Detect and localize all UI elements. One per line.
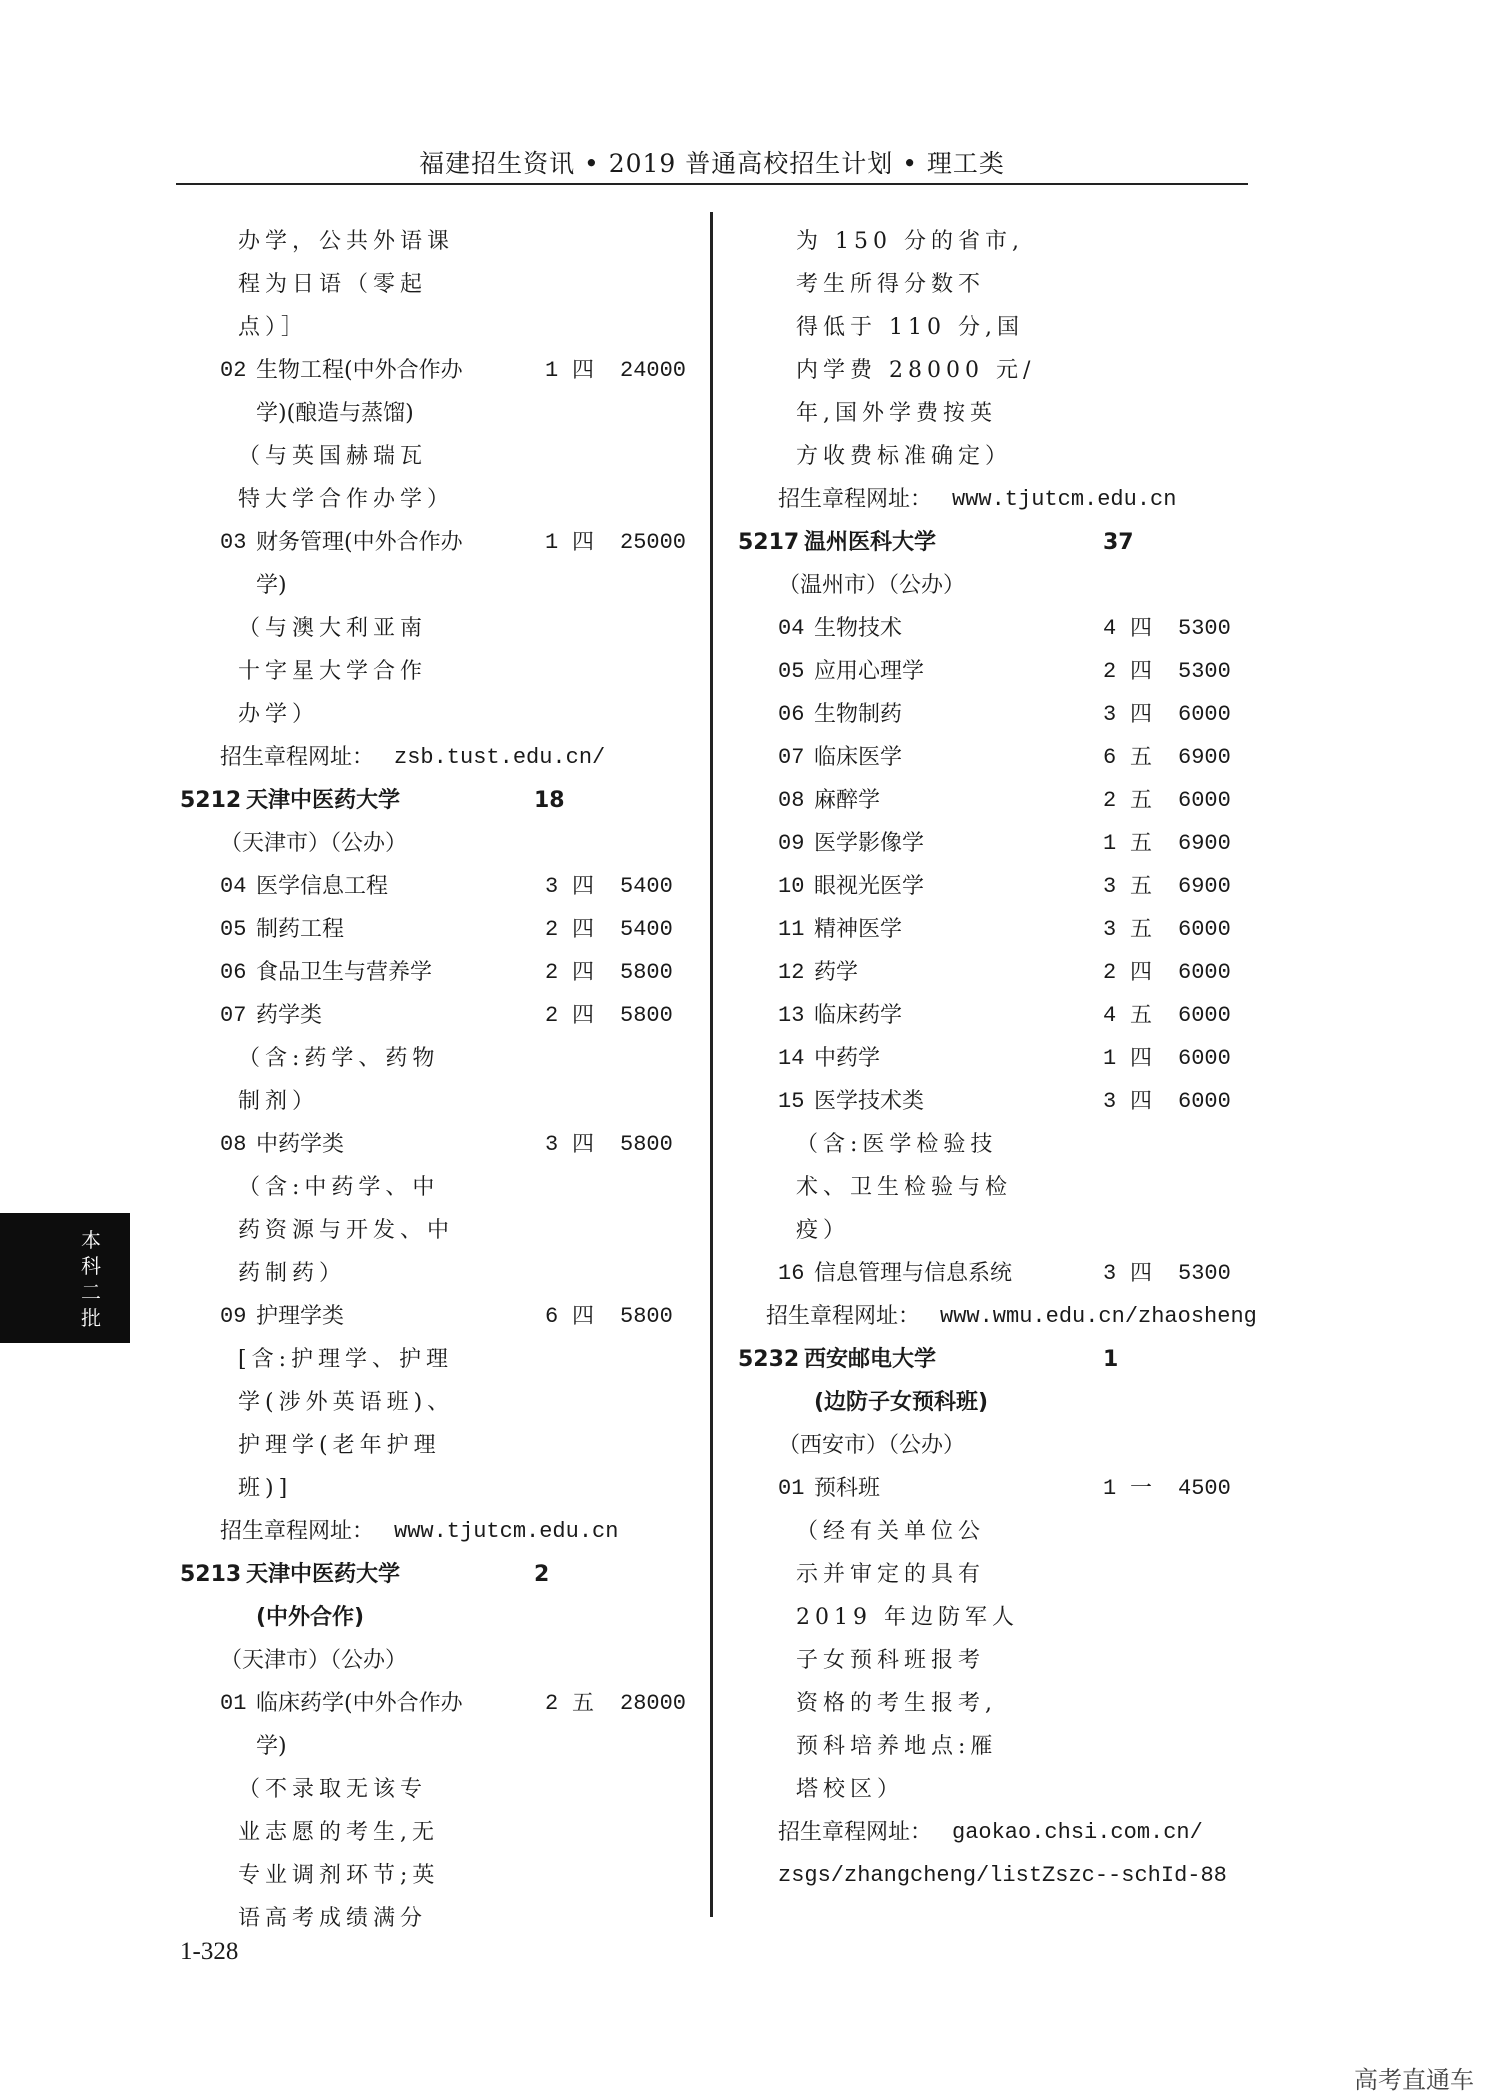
major-row (738, 607, 1258, 650)
major-code: 12 (778, 960, 805, 985)
major-name: 精神医学 (814, 917, 903, 942)
major-row (738, 779, 1258, 822)
note-line (738, 1510, 1258, 1553)
tuition-fee: 5800 (620, 960, 673, 985)
note-text: 药资源与开发、中 (238, 1218, 455, 1243)
major-name: 信息管理与信息系统 (814, 1261, 1013, 1286)
major-name: 生物制药 (814, 702, 903, 727)
note-line (738, 1596, 1258, 1639)
tuition-fee: 5400 (620, 917, 673, 942)
major-code: 08 (778, 788, 805, 813)
right-column (738, 220, 1258, 1897)
study-years: 四 (1130, 616, 1153, 641)
note-line (180, 1252, 690, 1295)
note-text: （经有关单位公 (796, 1519, 986, 1544)
school-code: 5232 (738, 1347, 800, 1372)
major-name: 临床药学 (814, 1003, 903, 1028)
note-text: 药制药） (238, 1261, 347, 1286)
tuition-fee: 5300 (1178, 616, 1231, 641)
note-line (738, 435, 1258, 478)
tuition-fee: 4500 (1178, 1476, 1231, 1501)
note-line (738, 306, 1258, 349)
major-name: 应用心理学 (814, 659, 925, 684)
school-plan-count: 2 (534, 1562, 550, 1587)
plan-count: 3 (1103, 702, 1117, 727)
study-years: 一 (1130, 1476, 1153, 1501)
plan-count: 1 (545, 530, 559, 555)
major-row (180, 951, 690, 994)
plan-count: 3 (1103, 874, 1117, 899)
left-column (180, 220, 690, 1940)
major-row (738, 1252, 1258, 1295)
school-row (180, 1553, 690, 1596)
major-row (180, 994, 690, 1037)
note-text: 护理学(老年护理 (238, 1433, 441, 1458)
note-line (180, 1080, 690, 1123)
school-row (180, 779, 690, 822)
plan-count: 4 (1103, 616, 1117, 641)
major-name: 医学影像学 (814, 831, 925, 856)
major-row (738, 736, 1258, 779)
continued-text: 学) (256, 1734, 287, 1759)
school-plan-count: 18 (534, 788, 565, 813)
note-line (180, 1897, 690, 1940)
charter-url-line (738, 1295, 1258, 1338)
major-row (180, 1295, 690, 1338)
note-line (180, 478, 690, 521)
study-years: 四 (572, 917, 595, 942)
note-line (738, 392, 1258, 435)
major-row (738, 994, 1258, 1037)
note-line (180, 1338, 690, 1381)
note-text: 塔校区） (796, 1777, 905, 1802)
note-line (180, 693, 690, 736)
plan-count: 6 (1103, 745, 1117, 770)
major-row (738, 908, 1258, 951)
tuition-fee: 5400 (620, 874, 673, 899)
plan-count: 3 (1103, 1089, 1117, 1114)
note-line (738, 1166, 1258, 1209)
note-text: 语高考成绩满分 (238, 1906, 428, 1931)
plan-count: 3 (545, 1132, 559, 1157)
tuition-fee: 5300 (1178, 659, 1231, 684)
major-code: 07 (220, 1003, 247, 1028)
major-code: 16 (778, 1261, 805, 1286)
note-text: （不录取无该专 (238, 1777, 428, 1802)
note-text: 预科培养地点:雁 (796, 1734, 998, 1759)
school-location (180, 1639, 690, 1682)
tuition-fee: 24000 (620, 358, 687, 383)
tuition-fee: 6000 (1178, 1003, 1231, 1028)
tuition-fee: 5800 (620, 1003, 673, 1028)
watermark: 高考直通车 (1354, 2066, 1474, 2094)
charter-url-line (180, 1510, 690, 1553)
major-row (738, 1080, 1258, 1123)
school-name: 天津中医药大学 (246, 788, 401, 813)
plan-count: 2 (545, 917, 559, 942)
school-location (738, 564, 1258, 607)
major-row (180, 1123, 690, 1166)
running-header: 福建招生资讯 • 2019 普通高校招生计划 • 理工类 (419, 149, 1005, 178)
study-years: 五 (1130, 917, 1153, 942)
note-text: （含:医学检验技 (796, 1132, 998, 1157)
school-name: 西安邮电大学 (804, 1347, 937, 1372)
tuition-fee: 25000 (620, 530, 687, 555)
major-name: 中药学 (814, 1046, 881, 1071)
study-years: 四 (1130, 960, 1153, 985)
major-row (738, 822, 1258, 865)
major-name-continued (180, 1725, 690, 1768)
major-name: 中药学类 (256, 1132, 345, 1157)
plan-count: 2 (1103, 960, 1117, 985)
note-text: 资格的考生报考, (796, 1691, 997, 1716)
charter-url-line (738, 478, 1258, 521)
note-text: 专业调剂环节;英 (238, 1863, 440, 1888)
plan-count: 2 (1103, 659, 1117, 684)
plan-count: 3 (545, 874, 559, 899)
study-years: 四 (1130, 659, 1153, 684)
major-code: 02 (220, 358, 247, 383)
major-code: 15 (778, 1089, 805, 1114)
location-text: （天津市）（公办） (220, 1648, 408, 1673)
major-code: 07 (778, 745, 805, 770)
note-line (738, 1209, 1258, 1252)
school-plan-count: 37 (1103, 530, 1134, 555)
charter-url-label: 招生章程网址： (220, 1519, 375, 1544)
charter-url: zsgs/zhangcheng/listZszc--schId-88 (778, 1863, 1227, 1888)
study-years: 五 (1130, 745, 1153, 770)
major-row (180, 349, 690, 392)
note-text: 十字星大学合作 (238, 659, 428, 684)
note-text: 子女预科班报考 (796, 1648, 986, 1673)
note-line (180, 1381, 690, 1424)
major-code: 03 (220, 530, 247, 555)
study-years: 四 (572, 960, 595, 985)
column-divider (710, 212, 713, 1917)
school-subtitle: (中外合作) (256, 1605, 365, 1630)
plan-count: 1 (545, 358, 559, 383)
major-name: 护理学类 (256, 1304, 345, 1329)
school-name-continued (180, 1596, 690, 1639)
note-text: 为 150 分的省市, (796, 229, 1024, 254)
note-text: 得低于 110 分,国 (796, 315, 1024, 340)
continued-text: 学) (256, 573, 287, 598)
location-text: （西安市）（公办） (778, 1433, 966, 1458)
location-text: （温州市）（公办） (778, 573, 966, 598)
plan-count: 6 (545, 1304, 559, 1329)
study-years: 五 (1130, 788, 1153, 813)
note-text: 业志愿的考生,无 (238, 1820, 439, 1845)
major-name: 药学 (814, 960, 859, 985)
note-text: 内学费 28000 元/ (796, 358, 1036, 383)
plan-count: 1 (1103, 1476, 1117, 1501)
plan-count: 2 (545, 960, 559, 985)
note-text: [含:护理学、护理 (238, 1347, 453, 1372)
school-name: 天津中医药大学 (246, 1562, 401, 1587)
major-name-continued (180, 392, 690, 435)
charter-url-label: 招生章程网址： (778, 487, 933, 512)
note-line (180, 1768, 690, 1811)
plan-count: 3 (1103, 917, 1117, 942)
major-name: 食品卫生与营养学 (256, 960, 433, 985)
major-row (738, 1037, 1258, 1080)
note-line (180, 1209, 690, 1252)
study-years: 四 (572, 530, 595, 555)
charter-url-line (180, 736, 690, 779)
plan-count: 3 (1103, 1261, 1117, 1286)
major-code: 06 (778, 702, 805, 727)
study-years: 四 (572, 874, 595, 899)
charter-url: www.wmu.edu.cn/zhaosheng (940, 1304, 1257, 1329)
study-years: 四 (1130, 1261, 1153, 1286)
major-code: 01 (778, 1476, 805, 1501)
major-name-continued (180, 564, 690, 607)
major-row (180, 521, 690, 564)
study-years: 五 (572, 1691, 595, 1716)
major-code: 09 (778, 831, 805, 856)
major-code: 14 (778, 1046, 805, 1071)
study-years: 四 (572, 358, 595, 383)
school-code: 5217 (738, 530, 800, 555)
school-code: 5213 (180, 1562, 242, 1587)
note-line (738, 1639, 1258, 1682)
major-row (180, 908, 690, 951)
study-years: 四 (1130, 702, 1153, 727)
note-text: 示并审定的具有 (796, 1562, 986, 1587)
major-row (738, 865, 1258, 908)
note-line (738, 349, 1258, 392)
school-row (738, 1338, 1258, 1381)
tuition-fee: 5800 (620, 1132, 673, 1157)
major-name: 麻醉学 (814, 788, 881, 813)
note-text: 班)] (238, 1476, 293, 1501)
major-name: 医学技术类 (814, 1089, 925, 1114)
note-line (738, 1768, 1258, 1811)
tuition-fee: 6000 (1178, 960, 1231, 985)
school-name-continued (738, 1381, 1258, 1424)
study-years: 四 (572, 1304, 595, 1329)
major-name: 临床医学 (814, 745, 903, 770)
major-row (180, 1682, 690, 1725)
major-name: 财务管理(中外合作办 (256, 530, 463, 555)
charter-url: zsb.tust.edu.cn/ (394, 745, 606, 770)
note-line (180, 435, 690, 478)
major-code: 09 (220, 1304, 247, 1329)
major-code: 01 (220, 1691, 247, 1716)
note-line (180, 220, 690, 263)
note-line (180, 1166, 690, 1209)
major-name: 预科班 (814, 1476, 881, 1501)
tuition-fee: 6000 (1178, 917, 1231, 942)
tuition-fee: 6900 (1178, 745, 1231, 770)
major-code: 10 (778, 874, 805, 899)
tuition-fee: 6900 (1178, 874, 1231, 899)
note-text: 程为日语（零起 (238, 272, 428, 297)
major-name: 眼视光医学 (814, 874, 925, 899)
plan-count: 4 (1103, 1003, 1117, 1028)
note-line (180, 306, 690, 349)
study-years: 五 (1130, 874, 1153, 899)
major-code: 06 (220, 960, 247, 985)
charter-url-label: 招生章程网址： (778, 1820, 933, 1845)
note-line (738, 263, 1258, 306)
page-number: 1-328 (180, 1938, 239, 1965)
tuition-fee: 6000 (1178, 702, 1231, 727)
tuition-fee: 6000 (1178, 788, 1231, 813)
study-years: 四 (1130, 1046, 1153, 1071)
major-row (738, 693, 1258, 736)
plan-count: 2 (1103, 788, 1117, 813)
plan-count: 1 (1103, 831, 1117, 856)
school-subtitle: (边防子女预科班) (814, 1390, 989, 1415)
major-code: 08 (220, 1132, 247, 1157)
study-years: 四 (1130, 1089, 1153, 1114)
major-code: 04 (220, 874, 247, 899)
major-code: 05 (220, 917, 247, 942)
tuition-fee: 6900 (1178, 831, 1231, 856)
side-tab-label: 本科二批 (81, 1228, 101, 1330)
note-text: （与澳大利亚南 (238, 616, 428, 641)
note-line (180, 1854, 690, 1897)
note-line (180, 1037, 690, 1080)
major-code: 05 (778, 659, 805, 684)
note-text: 疫） (796, 1218, 851, 1243)
school-name: 温州医科大学 (804, 530, 937, 555)
school-location (180, 822, 690, 865)
study-years: 四 (572, 1132, 595, 1157)
charter-url: www.tjutcm.edu.cn (952, 487, 1177, 512)
note-line (180, 1811, 690, 1854)
major-row (738, 1467, 1258, 1510)
note-text: 术、卫生检验与检 (796, 1175, 1013, 1200)
note-line (180, 263, 690, 306)
charter-url-label: 招生章程网址： (220, 745, 375, 770)
major-name: 生物工程(中外合作办 (256, 358, 463, 383)
note-text: 考生所得分数不 (796, 272, 986, 297)
tuition-fee: 5300 (1178, 1261, 1231, 1286)
tuition-fee: 28000 (620, 1691, 687, 1716)
note-text: 点）］ (238, 315, 309, 340)
tuition-fee: 5800 (620, 1304, 673, 1329)
note-text: 特大学合作办学） (238, 487, 455, 512)
plan-count: 2 (545, 1003, 559, 1028)
charter-url: gaokao.chsi.com.cn/ (952, 1820, 1203, 1845)
school-code: 5212 (180, 788, 242, 813)
note-text: 办学，公共外语课 (238, 229, 455, 254)
note-line (180, 650, 690, 693)
note-text: 2019 年边防军人 (796, 1605, 1019, 1630)
plan-count: 1 (1103, 1046, 1117, 1071)
major-row (180, 865, 690, 908)
major-code: 04 (778, 616, 805, 641)
note-text: 制剂） (238, 1089, 320, 1114)
note-line (180, 607, 690, 650)
note-text: 办学） (238, 702, 320, 727)
study-years: 五 (1130, 1003, 1153, 1028)
charter-url: www.tjutcm.edu.cn (394, 1519, 619, 1544)
note-line (180, 1467, 690, 1510)
note-line (180, 1424, 690, 1467)
note-text: 方收费标准确定） (796, 444, 1013, 469)
study-years: 四 (572, 1003, 595, 1028)
note-text: （含:中药学、中 (238, 1175, 440, 1200)
major-row (738, 650, 1258, 693)
note-text: （与英国赫瑞瓦 (238, 444, 428, 469)
note-line (738, 1123, 1258, 1166)
charter-url-line (738, 1811, 1258, 1854)
note-text: 年,国外学费按英 (796, 401, 997, 426)
charter-url-label: 招生章程网址： (766, 1304, 921, 1329)
study-years: 五 (1130, 831, 1153, 856)
tuition-fee: 6000 (1178, 1046, 1231, 1071)
major-name: 临床药学(中外合作办 (256, 1691, 463, 1716)
note-line (738, 220, 1258, 263)
note-line (738, 1682, 1258, 1725)
major-row (738, 951, 1258, 994)
header-rule (176, 183, 1248, 185)
location-text: （天津市）（公办） (220, 831, 408, 856)
major-name: 药学类 (256, 1003, 323, 1028)
school-location (738, 1424, 1258, 1467)
school-row (738, 521, 1258, 564)
tuition-fee: 6000 (1178, 1089, 1231, 1114)
continued-text: 学)(酿造与蒸馏) (256, 401, 414, 426)
major-name: 生物技术 (814, 616, 903, 641)
major-code: 13 (778, 1003, 805, 1028)
major-name: 制药工程 (256, 917, 345, 942)
major-name: 医学信息工程 (256, 874, 389, 899)
charter-url-continued (738, 1854, 1258, 1897)
school-plan-count: 1 (1103, 1347, 1119, 1372)
note-text: （含:药学、药物 (238, 1046, 440, 1071)
major-code: 11 (778, 917, 805, 942)
note-text: 学(涉外英语班)、 (238, 1390, 455, 1415)
plan-count: 2 (545, 1691, 559, 1716)
note-line (738, 1553, 1258, 1596)
note-line (738, 1725, 1258, 1768)
section-side-tab (0, 1213, 130, 1343)
